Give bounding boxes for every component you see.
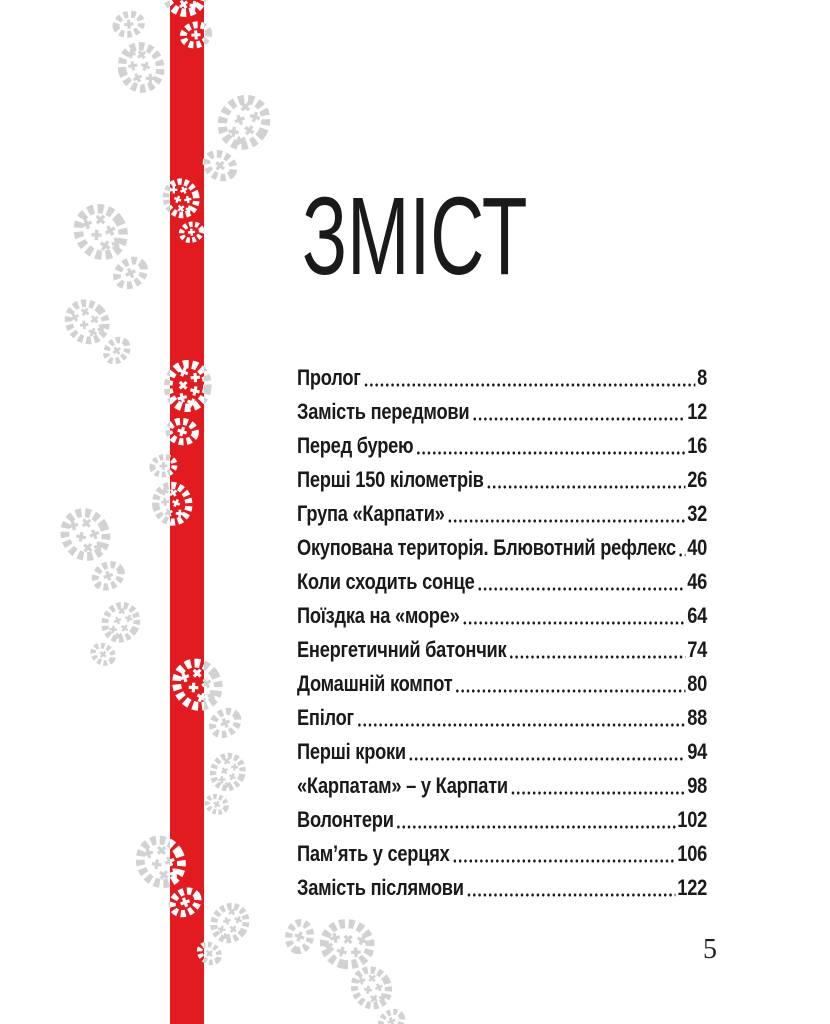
toc-entry-page: 94 [687, 739, 708, 764]
toc-entry-page: 88 [687, 705, 708, 730]
toc-entry-title: Поїздка на «море» [297, 603, 460, 628]
toc-entry [297, 395, 707, 429]
dot-leader [396, 824, 675, 830]
toc-entry [297, 497, 707, 531]
toc-entry-title: Перші 150 кілометрів [297, 467, 484, 492]
toc-entry [297, 871, 707, 905]
dot-leader [510, 790, 685, 796]
bootprint-icon [170, 174, 204, 250]
dot-leader [509, 654, 686, 660]
bootprint-icon [170, 825, 204, 931]
bootprint-icon [53, 288, 143, 378]
toc-entry-page: 102 [677, 807, 708, 832]
toc-entry [297, 361, 707, 395]
toc-entry-page: 26 [687, 467, 708, 492]
toc-entry-page: 8 [697, 365, 708, 390]
toc-entry [297, 667, 707, 701]
toc-entry [297, 633, 707, 667]
bootprint-icon [78, 594, 150, 676]
dot-leader [356, 722, 685, 728]
bootprint-icon [48, 498, 140, 603]
page-title: ЗМІСТ [302, 175, 528, 298]
toc-entry-title: Група «Карпати» [297, 501, 445, 526]
toc-entry-page: 80 [687, 671, 708, 696]
toc-entry [297, 837, 707, 871]
bootprint-icon [170, 647, 204, 753]
bootprint-icon [170, 448, 199, 530]
toc-entry [297, 599, 707, 633]
dot-leader [455, 688, 686, 694]
dot-leader [416, 450, 686, 456]
dot-leader [472, 416, 686, 422]
toc-entry-title: Пам’ять у серцях [297, 841, 450, 866]
red-path-stripe [170, 0, 204, 1024]
dot-leader [452, 858, 676, 864]
toc-list [297, 361, 707, 905]
toc-entry-page: 16 [687, 433, 708, 458]
toc-entry-page: 64 [687, 603, 708, 628]
toc-entry-page: 32 [687, 501, 708, 526]
toc-entry [297, 429, 707, 463]
bootprint-icon [193, 747, 204, 822]
toc-entry-title: Перед бурею [297, 433, 414, 458]
dot-leader [447, 518, 685, 524]
toc-entry-title: Перші кроки [297, 739, 406, 764]
dot-leader [466, 892, 675, 898]
toc-entry-page: 40 [687, 535, 708, 560]
toc-entry-title: Замість передмови [297, 399, 470, 424]
toc-entry-title: Коли сходить сонце [297, 569, 475, 594]
toc-entry [297, 531, 707, 565]
toc-entry [297, 803, 707, 837]
dot-leader [678, 552, 685, 558]
toc-entry-page: 12 [687, 399, 708, 424]
toc-entry-page: 46 [687, 569, 708, 594]
dot-leader [477, 586, 685, 592]
dot-leader [462, 620, 686, 626]
toc-entry [297, 701, 707, 735]
toc-entry-title: Замість післямови [297, 875, 464, 900]
footprints-on-stripe-layer [170, 0, 204, 1024]
page-number: 5 [703, 934, 717, 965]
toc-entry-page: 106 [677, 841, 708, 866]
toc-entry-page: 98 [687, 773, 708, 798]
toc-entry-title: Енергетичний батончик [297, 637, 507, 662]
toc-entry-title: Домашній компот [297, 671, 453, 696]
toc-entry-page: 74 [687, 637, 708, 662]
toc-entry-title: Волонтери [297, 807, 394, 832]
dot-leader [486, 484, 685, 490]
bootprint-icon [170, 357, 204, 451]
bootprint-icon [170, 0, 204, 56]
toc-entry-page: 122 [677, 875, 708, 900]
toc-entry [297, 463, 707, 497]
bootprint-icon [60, 191, 165, 304]
dot-leader [408, 756, 685, 762]
toc-entry-title: Пролог [297, 365, 361, 390]
toc-entry-title: «Карпатам» – у Карпати [297, 773, 508, 798]
toc-entry [297, 735, 707, 769]
toc-entry [297, 769, 707, 803]
toc-entry-title: Епілог [297, 705, 354, 730]
toc-entry [297, 565, 707, 599]
toc-entry-title: Окупована територія. Блювотний рефлекс [297, 535, 676, 560]
bootprint-icon [100, 3, 173, 99]
dot-leader [363, 382, 695, 388]
